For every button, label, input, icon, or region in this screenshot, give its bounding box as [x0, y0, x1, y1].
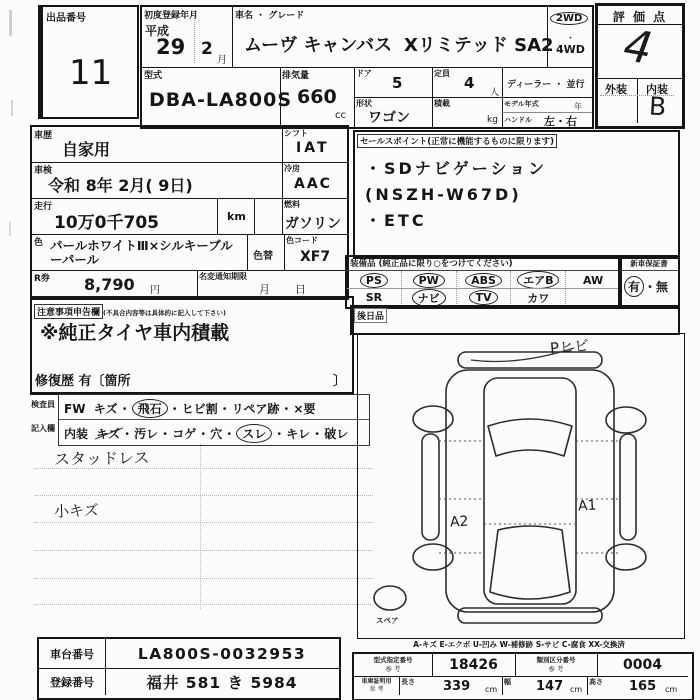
car-name-label: 車名 ・ グレード — [235, 11, 305, 21]
diagram-mark-a1: A1 — [577, 497, 597, 515]
scan-artifact — [9, 222, 11, 236]
rename-deadline-label: 名変通知期限 — [199, 272, 247, 281]
warranty-box — [618, 255, 680, 309]
mileage-cell — [32, 198, 218, 235]
later-goods-box — [350, 305, 680, 335]
equipment-item: エアB — [510, 271, 565, 289]
width-unit: cm — [570, 685, 583, 694]
ruled-line — [35, 578, 373, 579]
sales-point-line: ・ETC — [365, 211, 427, 230]
wheel-rear-right — [606, 544, 646, 570]
memo-small-scratch: 小キズ — [53, 501, 100, 521]
damage-legend: A-キズ E-エクボ U-凹み W-補修跡 S-サビ C-腐食 XX-交換済 — [413, 640, 625, 649]
height-unit: cm — [665, 685, 678, 694]
color-change-label: 色替 — [253, 251, 273, 262]
drivetrain-cell — [547, 7, 592, 68]
r-ticket-label: R券 — [34, 274, 50, 284]
divider — [637, 78, 638, 123]
car-body-outline — [446, 370, 614, 612]
height-value: 165 — [629, 679, 657, 694]
ref-note: 参 考 — [369, 686, 384, 693]
notes-label: 注意事項申告欄 — [34, 304, 103, 319]
aircon-value: AAC — [294, 176, 332, 192]
notes-label-sub: (不具合内容等は具体的に記入して下さい) — [103, 309, 226, 317]
equipment-item: PS — [347, 271, 401, 289]
score-title: 評 価 点 — [612, 10, 668, 24]
body-shape-value: ワゴン — [368, 110, 410, 126]
yen-unit: 円 — [150, 285, 160, 296]
height-label: 高さ — [589, 678, 603, 686]
divider — [194, 15, 195, 63]
model-year-unit: 年 — [574, 102, 582, 111]
top-table — [140, 5, 594, 129]
model-year-cell — [502, 97, 592, 113]
inspector-side-label: 検査員 — [31, 400, 55, 409]
dealer-parallel-value: ディーラー ・ 並行 — [507, 80, 585, 90]
rename-deadline-cell — [197, 270, 347, 298]
type-cert-table — [352, 652, 694, 700]
score-box — [595, 3, 685, 129]
repair-history-bracket: 〕 — [332, 374, 346, 389]
handle-value: 左・右 — [544, 115, 577, 128]
length-value: 339 — [443, 679, 471, 694]
model-code-value: DBA-LA800S — [149, 89, 292, 111]
auction-number-label: 出品番号 — [46, 13, 86, 24]
plate-number: 福井 581 き 5984 — [146, 673, 298, 692]
color-label: 色 — [34, 238, 44, 248]
equipment-item: カワ — [510, 289, 565, 306]
chassis-table — [37, 637, 341, 700]
plate-label: 登録番号 — [50, 675, 94, 689]
exterior-label: 外装 — [605, 83, 627, 96]
displacement-unit: cc — [335, 110, 346, 121]
diagram-mark-a2: A2 — [449, 513, 469, 531]
ruled-line — [35, 604, 373, 605]
doors-value: 5 — [392, 74, 403, 92]
wheel-rear-left — [413, 544, 453, 570]
diagram-crack-note: Pヒビ — [549, 336, 590, 358]
chassis-number: LA800S-0032953 — [137, 644, 307, 663]
inspection-label: 車検 — [34, 166, 53, 176]
first-reg-year: 29 — [156, 35, 186, 59]
right-door-strip — [620, 434, 636, 540]
load-label: 積載 — [434, 99, 450, 108]
body-shape-label: 形状 — [356, 99, 372, 108]
wheel-front-left — [413, 406, 453, 432]
doors-label: ドア — [356, 69, 372, 78]
inspector-row-fw: FW キズ・ 飛石 ・ヒビ割・リペア跡・×要 — [59, 395, 369, 420]
r-ticket-value: 8,790 — [84, 275, 135, 294]
cabin-outline — [484, 378, 576, 604]
chassis-label: 車台番号 — [50, 647, 94, 661]
equipment-item: PW — [401, 271, 456, 289]
displacement-value: 660 — [297, 86, 337, 108]
fuel-value: ガソリン — [285, 216, 341, 232]
repair-history-label: 修復歴 有〔箇所 — [35, 374, 131, 389]
fuel-label: 燃料 — [284, 200, 300, 209]
load-unit: kg — [487, 115, 498, 125]
capacity-unit: 人 — [490, 88, 500, 98]
interior-label: 内装 — [646, 83, 668, 96]
history-label: 車歴 — [34, 131, 53, 141]
equipment-item: ナビ — [401, 289, 456, 306]
mileage-extra-cell — [254, 198, 283, 235]
mileage-unit: km — [227, 210, 246, 223]
first-registration-label: 初度登録年月 — [144, 11, 199, 21]
shift-label: シフト — [284, 129, 308, 138]
later-goods-label: 後日品 — [354, 308, 387, 323]
rear-window — [490, 526, 570, 599]
memo-studless: スタッドレス — [53, 448, 150, 469]
spare-tire — [374, 586, 406, 610]
class-number-label: 類別区分番号 — [536, 656, 576, 664]
scan-artifact — [9, 10, 12, 36]
left-door-strip — [422, 434, 439, 540]
equipment-box — [345, 255, 622, 309]
dealer-parallel-cell — [502, 67, 592, 98]
body-shape-cell — [354, 97, 433, 127]
mileage-unit-cell — [217, 198, 255, 235]
auction-number-box — [38, 5, 139, 119]
inspection-cell — [32, 162, 283, 199]
color-change-cell — [247, 234, 285, 271]
equipment-item: TV — [456, 289, 511, 306]
handle-cell — [502, 112, 592, 127]
type-cert-number: 18426 — [449, 657, 498, 673]
inspection-value: 令和 8年 2月( 9日) — [48, 176, 193, 195]
width-label: 幅 — [504, 678, 511, 686]
drive-4wd: 4WD — [556, 43, 585, 56]
color-code-label: 色コード — [286, 236, 318, 245]
displacement-label: 排気量 — [282, 71, 310, 81]
windshield — [488, 419, 572, 456]
interior-grade-value: B — [648, 91, 667, 122]
shift-value: IAT — [296, 140, 330, 156]
mileage-value: 10万0千705 — [54, 213, 159, 233]
class-number: 0004 — [623, 657, 662, 673]
displacement-cell — [280, 67, 355, 127]
length-unit: cm — [485, 685, 498, 694]
ref-note: 参 考 — [548, 665, 564, 673]
history-cell — [32, 127, 283, 163]
car-top-view-diagram — [358, 334, 684, 638]
warranty-sep: ・ — [644, 280, 657, 294]
history-value: 自家用 — [62, 140, 111, 159]
sales-points-box — [353, 130, 680, 259]
sales-point-line: ・SDナビゲーション — [365, 159, 548, 178]
inspector-side-label: 記入欄 — [31, 424, 55, 433]
model-code-cell — [142, 67, 292, 127]
wheel-front-right — [606, 407, 646, 433]
ruled-line — [35, 550, 373, 551]
month-unit: 月 — [217, 55, 227, 66]
equipment-item: ABS — [456, 271, 511, 289]
load-cell — [432, 97, 503, 127]
color-value: パールホワイトⅢ×シルキーブルーパール — [50, 238, 233, 267]
grade-value: Xリミテッド SA2 — [404, 35, 554, 56]
rear-bumper — [458, 608, 602, 623]
color-code-cell — [284, 234, 347, 271]
memo-area — [30, 444, 375, 636]
car-diagram-box — [357, 333, 685, 639]
handle-label: ハンドル — [504, 116, 532, 124]
fuel-cell — [282, 198, 347, 235]
drive-dot: ・ — [566, 34, 576, 44]
width-value: 147 — [536, 679, 564, 694]
sales-point-line: (NSZH-W67D) — [365, 185, 522, 204]
first-registration-cell — [142, 7, 233, 68]
details-table — [30, 125, 349, 300]
color-code-value: XF7 — [300, 249, 331, 265]
warranty-no: 無 — [656, 280, 669, 294]
color-cell — [32, 234, 248, 271]
warranty-label: 新車保証書 — [620, 258, 678, 271]
spare-label: スペア — [376, 616, 399, 625]
equipment-label: 装備品 (純正品に限り○をつけてください) — [350, 259, 513, 269]
ref-note: 参 考 — [385, 665, 401, 673]
aircon-cell — [282, 162, 347, 199]
r-ticket-cell — [32, 270, 198, 298]
notes-box — [30, 296, 354, 395]
garage-cert-label: 車庫証明用 — [361, 678, 392, 685]
inspector-row-interior: 内装 キズ・汚レ・コゲ・穴・ スレ ・キレ・破レ — [59, 420, 369, 445]
auction-number-value: 11 — [69, 53, 113, 93]
rename-day: 日 — [295, 283, 306, 296]
era-value: 平成 — [145, 24, 170, 38]
capacity-cell — [432, 67, 503, 98]
capacity-label: 定員 — [434, 69, 450, 78]
equipment-item: SR — [365, 291, 383, 304]
sales-points-label: セールスポイント(正常に機能するものに限ります) — [357, 134, 557, 148]
capacity-value: 4 — [464, 74, 475, 92]
drive-2wd: 2WD — [550, 12, 588, 25]
aircon-label: 冷房 — [284, 164, 300, 173]
scan-artifact — [11, 100, 13, 116]
car-name-cell — [232, 7, 554, 68]
type-cert-label: 型式指定番号 — [373, 656, 413, 664]
model-year-label: モデル年式 — [504, 100, 539, 108]
first-reg-month: 2 — [201, 39, 213, 59]
inspector-box — [58, 394, 370, 446]
ruled-line — [35, 495, 373, 496]
ruled-divider — [200, 444, 201, 609]
doors-cell — [354, 67, 433, 98]
model-code-label: 型式 — [144, 71, 163, 81]
length-label: 長さ — [401, 678, 415, 686]
equipment-item: AW — [565, 271, 620, 289]
equipment-item — [565, 289, 620, 306]
rename-month: 月 — [259, 283, 270, 296]
car-name-value: ムーヴ キャンバス — [244, 35, 393, 56]
mileage-label: 走行 — [34, 202, 53, 212]
ruled-line — [35, 522, 373, 523]
warranty-yes: 有 — [624, 276, 644, 297]
notes-content: ※純正タイヤ車内積載 — [40, 322, 230, 344]
shift-cell — [282, 127, 347, 163]
divider — [598, 78, 682, 79]
score-value: 4 — [615, 20, 661, 75]
